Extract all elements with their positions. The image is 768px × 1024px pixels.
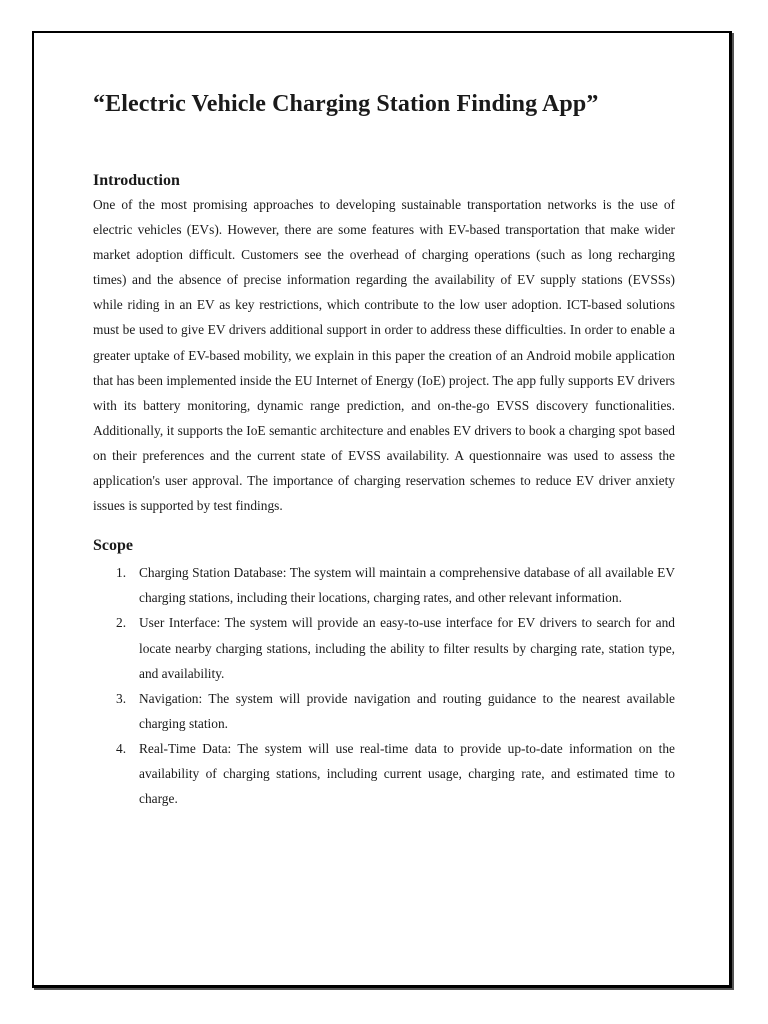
scope-item-navigation	[93, 686, 675, 736]
document-title: “Electric Vehicle Charging Station Finding App”	[93, 91, 599, 117]
scope-item-number: 1.	[116, 565, 127, 581]
scope-item-real-time-data	[93, 736, 675, 811]
scope-item-number: 3.	[116, 690, 127, 706]
scope-list	[93, 560, 675, 811]
scope-item-text: Real-Time Data: The system will use real-time data to provide up-to-date information on the availability of charging stations, including current usage, charging rate, and estimated time to charge.	[139, 740, 675, 807]
scope-item-user-interface	[93, 610, 675, 685]
scope-item-number: 2.	[116, 615, 127, 631]
introduction-heading: Introduction	[93, 172, 180, 189]
scope-item-text: Navigation: The system will provide navigation and routing guidance to the nearest available charging station.	[139, 690, 675, 731]
scope-heading: Scope	[93, 537, 133, 555]
scope-item-text: Charging Station Database: The system will maintain a comprehensive database of all available EV charging stations, including their locations, charging rates, and other relevant information.	[139, 565, 675, 606]
introduction-paragraph: One of the most promising approaches to developing sustainable transportation networks is the use of electric vehicles (EVs). However, there are some features with EV-based transportation that make wider market adoption difficult. Customers see the overhead of charging operations (such as long recharging times) and the absence of precise information regarding the availability of EV supply stations (EVSSs) while riding in an EV as key restrictions, which contribute to the low user adoption. ICT-based solutions must be used to give EV drivers additional support in order to address these difficulties. In order to enable a greater uptake of EV-based mobility, we explain in this paper the creation of an Android mobile application that has been implemented inside the EU Internet of Energy (IoE) project. The app fully supports EV drivers with its battery monitoring, dynamic range prediction, and on-the-go EVSS discovery functionalities. Additionally, it supports the IoE semantic architecture and enables EV drivers to book a charging spot based on their preferences and the current state of EVSS availability. A questionnaire was used to assess the application's user approval. The importance of charging reservation schemes to reduce EV driver anxiety issues is supported by test findings.	[93, 197, 675, 514]
scope-item-number: 4.	[116, 740, 127, 756]
scope-item-text: User Interface: The system will provide an easy-to-use interface for EV drivers to search for and locate nearby charging stations, including the ability to filter results by charging rate, station type, and availability.	[139, 615, 675, 681]
document-content	[93, 88, 675, 811]
scope-item-charging-station-database	[93, 560, 675, 610]
